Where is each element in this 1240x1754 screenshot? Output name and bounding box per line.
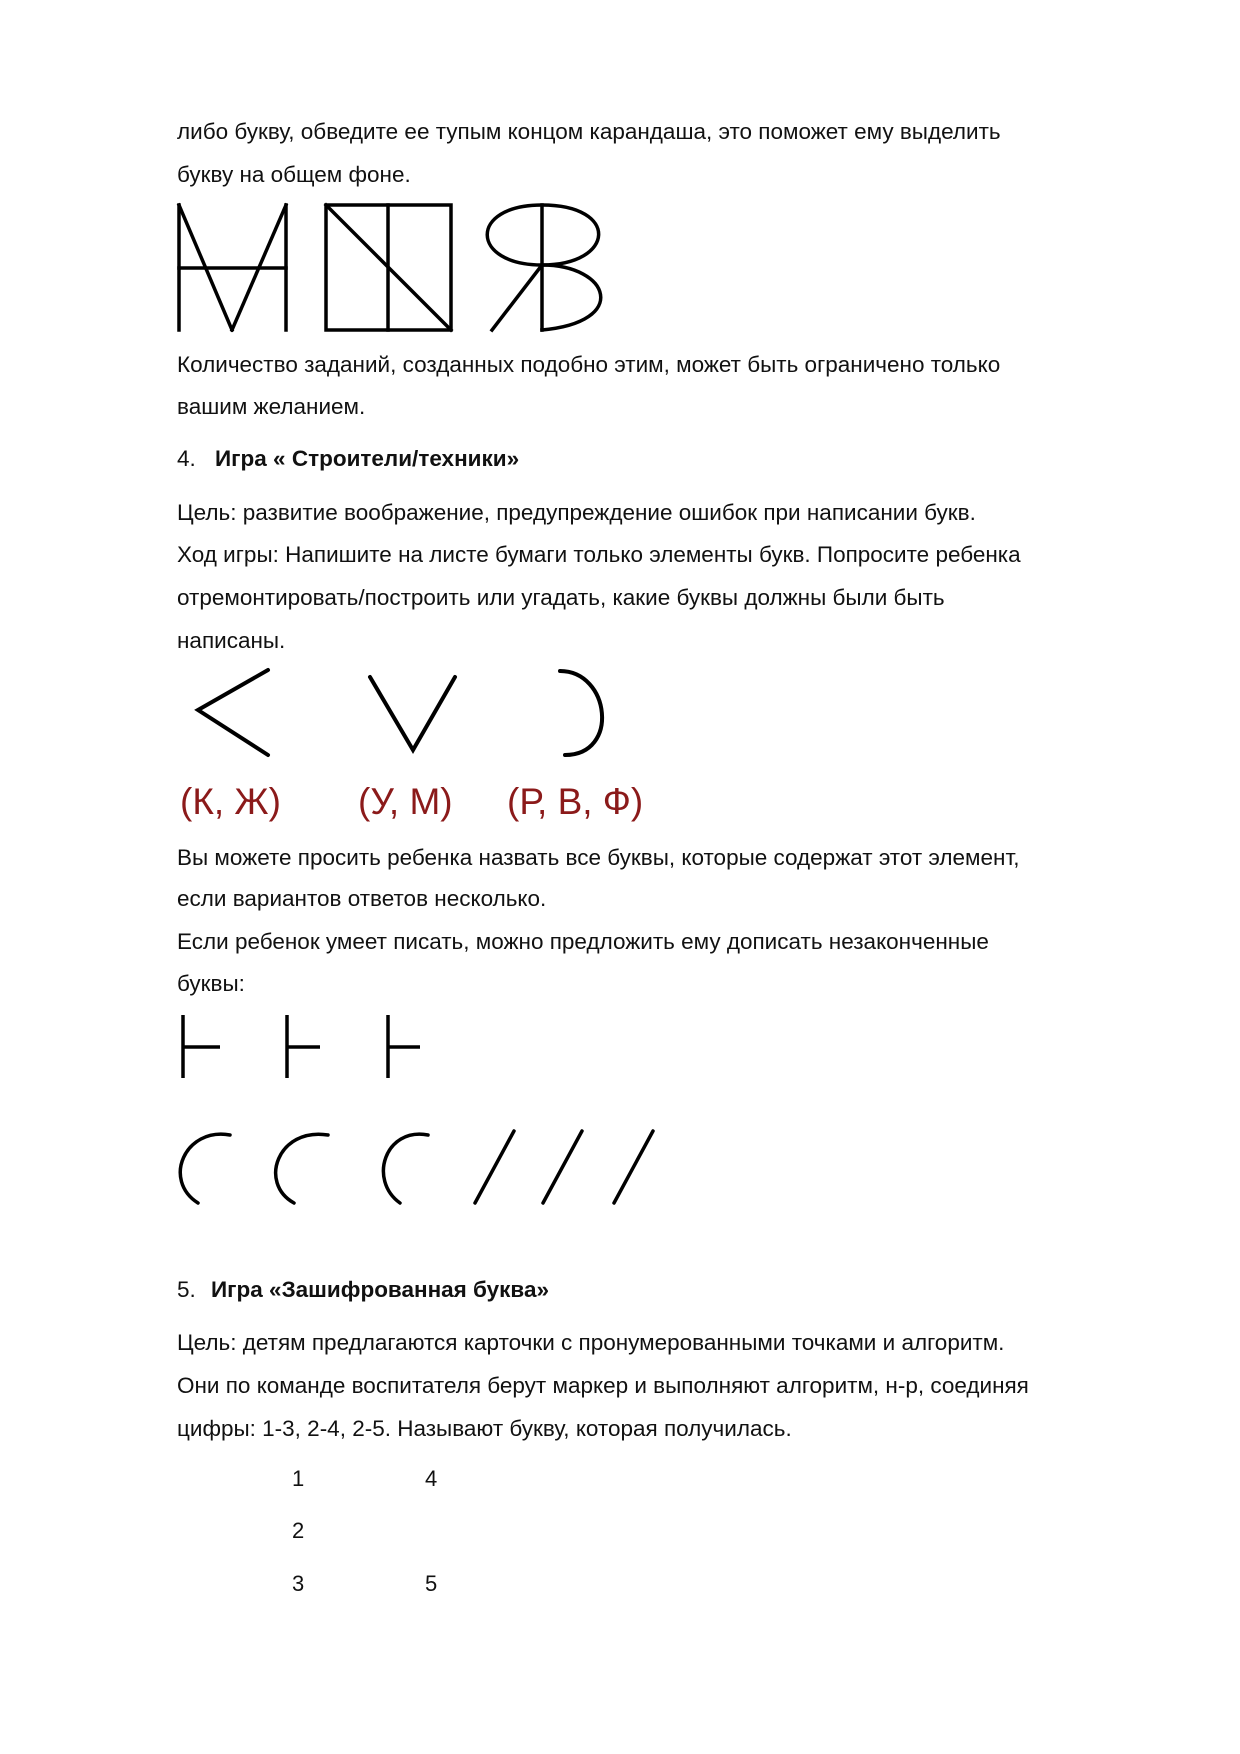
slash-stub-2 [543,1131,582,1203]
game4-move-line-2: отремонтировать/построить или угадать, какие буквы должны были быть [177,585,945,610]
note2-line-2: буквы: [177,971,245,996]
intro-line-2: букву на общем фоне. [177,162,411,187]
after-figures-line-1: Количество заданий, созданных подобно этим, может быть ограничено только [177,352,1001,377]
point-4: 4 [425,1466,438,1491]
point-3: 3 [292,1571,305,1596]
game5-heading [177,1275,549,1305]
point-2: 2 [292,1518,305,1543]
arc-element [560,671,602,755]
figure-box-n [326,205,451,330]
note2-line-1: Если ребенок умеет писать, можно предложить ему дописать незаконченные [177,929,989,954]
hidden-letters-figure [170,200,610,340]
stub-letter-3 [388,1015,420,1078]
game4-number: 4. [177,446,196,471]
figure-h-m [179,205,286,330]
unfinished-letters-row-1 [170,1010,440,1085]
game5-title: Игра «Зашифрованная буква» [211,1277,549,1302]
label-u-m: (У, М) [358,781,453,822]
stub-letter-1 [183,1015,220,1078]
stub-letter-2 [287,1015,320,1078]
slash-stub-3 [614,1131,653,1203]
arc-stub-3 [383,1134,428,1203]
label-r-v-f: (Р, В, Ф) [507,781,644,822]
unfinished-letters-row-2 [170,1125,670,1210]
point-1: 1 [292,1466,305,1491]
arc-stub-1 [180,1134,230,1203]
letter-elements-figure [180,665,630,775]
game4-move-line-3: написаны. [177,628,286,653]
figure-ya [487,205,600,330]
slash-stub-1 [475,1131,514,1203]
game5-goal-line-3: цифры: 1-3, 2-4, 2-5. Называют букву, которая получилась. [177,1416,792,1441]
angle-left-element [198,670,268,755]
point-5: 5 [425,1571,438,1596]
after-figures-line-2: вашим желанием. [177,394,366,419]
note1-line-2: если вариантов ответов несколько. [177,886,547,911]
game5-goal-line-1: Цель: детям предлагаются карточки с пронумерованными точками и алгоритм. [177,1330,1005,1355]
note1-line-1: Вы можете просить ребенка назвать все буквы, которые содержат этот элемент, [177,845,1020,870]
intro-line-1: либо букву, обведите ее тупым концом карандаша, это поможет ему выделить [177,119,1001,144]
game4-heading [177,444,519,474]
game4-goal: Цель: развитие воображение, предупреждение ошибок при написании букв. [177,500,976,525]
game5-goal-line-2: Они по команде воспитателя берут маркер и выполняют алгоритм, н-р, соединяя [177,1373,1029,1398]
arc-stub-2 [276,1134,328,1203]
game5-number: 5. [177,1277,196,1302]
game4-move-line-1: Ход игры: Напишите на листе бумаги только элементы букв. Попросите ребенка [177,542,1021,567]
v-element [370,677,455,750]
label-k-zh: (К, Ж) [180,781,281,822]
game4-title: Игра « Строители/техники» [215,446,520,471]
